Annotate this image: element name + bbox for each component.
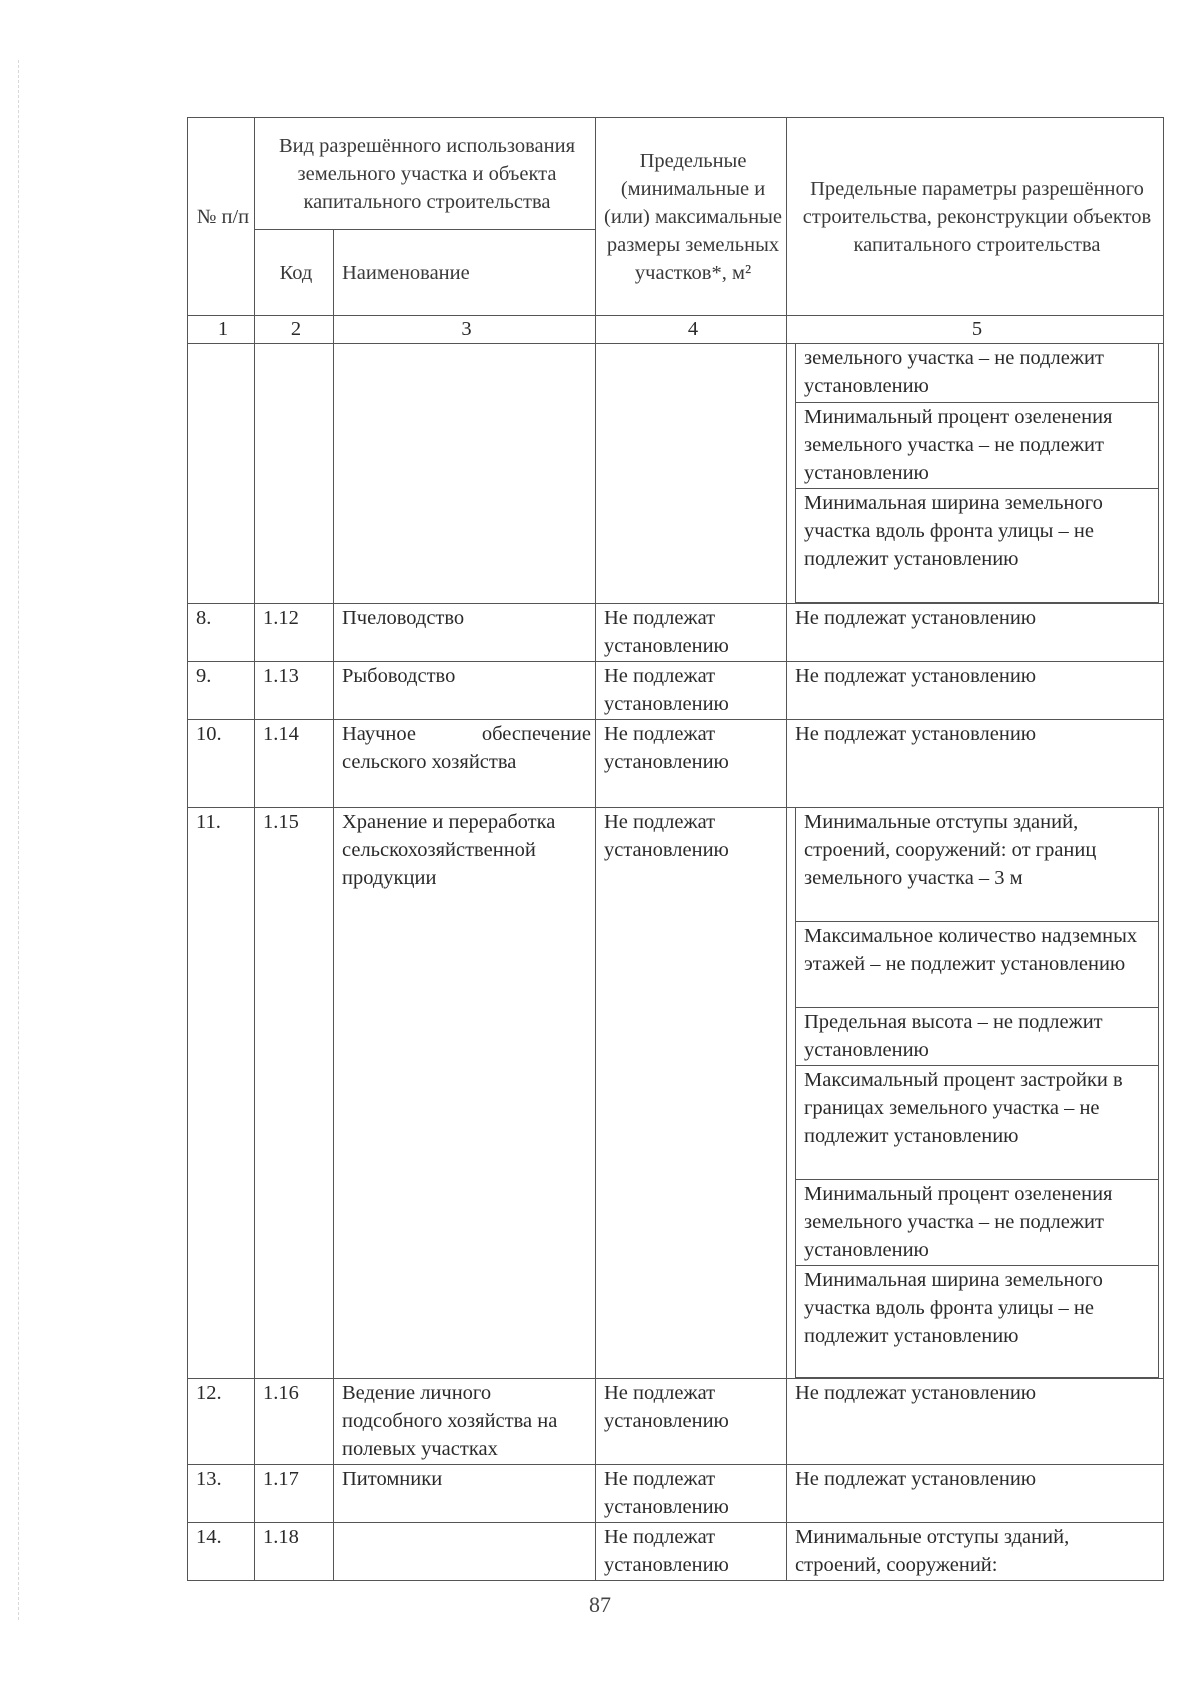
row-size: Не подлежат установлению [596,1523,787,1581]
param-list [795,344,1159,603]
col-number: 1 [188,316,255,344]
row-num: 14. [188,1523,255,1581]
row-name-line: Научное обеспечение [342,722,591,745]
page-number: 87 [589,1592,611,1617]
land-use-table [187,117,1164,1581]
row-num: 12. [188,1379,255,1465]
row-code: 1.16 [255,1379,334,1465]
header-row-1 [188,118,1164,230]
row-code: 1.15 [255,807,334,1379]
row-name: Хранение и переработка сельскохозяйственной продукции [334,807,596,1379]
header-name: Наименование [334,230,596,316]
row-params: Не подлежат установлению [787,603,1164,661]
col-number: 3 [334,316,596,344]
header-vid: Вид разрешённого использования земельного участка и объекта капитального строительства [255,118,596,230]
table-row [188,807,1164,1379]
row-name-line: сельского хозяйства [342,750,517,773]
table-row [188,661,1164,719]
row-params: Не подлежат установлению [787,1379,1164,1465]
param-item: Минимальная ширина земельного участка вдоль фронта улицы – не подлежит установлению [796,1266,1159,1378]
param-item: Минимальный процент озеленения земельного участка – не подлежит установлению [796,1180,1159,1266]
row-name: Ведение личного подсобного хозяйства на полевых участках [334,1379,596,1465]
table-row [188,603,1164,661]
header-kod: Код [255,230,334,316]
row-name [334,719,596,807]
param-item: Минимальная ширина земельного участка вдоль фронта улицы – не подлежит установлению [796,488,1159,602]
row-num: 8. [188,603,255,661]
row-num: 13. [188,1465,255,1523]
row-size: Не подлежат установлению [596,661,787,719]
row-size: Не подлежат установлению [596,603,787,661]
row-params: Не подлежат установлению [787,719,1164,807]
col-number: 2 [255,316,334,344]
row-params: Не подлежат установлению [787,661,1164,719]
row-params: Минимальные отступы зданий, строений, сооружений: [787,1523,1164,1581]
row-size: Не подлежат установлению [596,807,787,1379]
row-num: 9. [188,661,255,719]
param-item: земельного участка – не подлежит установлению [796,344,1159,402]
row-name: Рыбоводство [334,661,596,719]
row-name [334,1523,596,1581]
table-row [188,1523,1164,1581]
scan-edge-mark [18,60,19,1620]
row-code: 1.12 [255,603,334,661]
row-size: Не подлежат установлению [596,1379,787,1465]
header-num: № п/п [188,118,255,316]
param-item: Максимальное количество надземных этажей – не подлежит установлению [796,922,1159,1008]
table-row [188,1465,1164,1523]
row-code: 1.14 [255,719,334,807]
table-row [188,719,1164,807]
col-number: 4 [596,316,787,344]
table-row-continued [188,344,1164,604]
row-size: Не подлежат установлению [596,1465,787,1523]
header-params: Предельные параметры разрешённого строительства, реконструкции объектов капитального строительства [787,118,1164,316]
column-number-row [188,316,1164,344]
param-list [795,808,1159,1379]
row-params: Не подлежат установлению [787,1465,1164,1523]
col-number: 5 [787,316,1164,344]
header-sizes: Предельные (минимальные и (или) максимальные размеры земельных участков*, м² [596,118,787,316]
row-code: 1.13 [255,661,334,719]
row-size: Не подлежат установлению [596,719,787,807]
param-item: Предельная высота – не подлежит установлению [796,1008,1159,1066]
row-name: Пчеловодство [334,603,596,661]
table-row [188,1379,1164,1465]
param-item: Минимальные отступы зданий, строений, сооружений: от границ земельного участка – 3 м [796,808,1159,922]
row-num: 11. [188,807,255,1379]
param-item: Максимальный процент застройки в границах земельного участка – не подлежит установлению [796,1066,1159,1180]
row-code: 1.18 [255,1523,334,1581]
param-item: Минимальный процент озеленения земельного участка – не подлежит установлению [796,402,1159,488]
row-num: 10. [188,719,255,807]
row-code: 1.17 [255,1465,334,1523]
row-name: Питомники [334,1465,596,1523]
